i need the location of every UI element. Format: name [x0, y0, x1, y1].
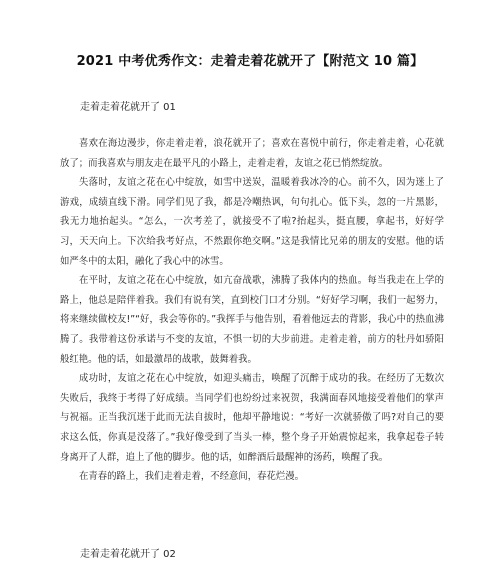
paragraph-5: 在青春的路上，我们走着走着，不经意间，春花烂漫。 [79, 471, 305, 483]
section-body-01 [60, 134, 444, 487]
paragraph-1: 喜欢在海边漫步，你走着走着，浪花就开了；喜欢在喜悦中前行，你走着走着，心花就放了；而我喜欢与朋友走在最平凡的小路上，走着走着，友谊之花已悄然绽放。 [60, 138, 444, 169]
document-title: 2021 中考优秀作文：走着走着花就开了【附范文 10 篇】 [76, 54, 424, 69]
paragraph-2: 失落时，友谊之花在心中绽放，如雪中送炭，温暖着我冰冷的心。前不久，因为迷上了游戏，成绩直线下滑。同学们见了我，都是冷嘲热讽，句句扎心。低下头，忽的一片黑影，我无力地抬起头。“怎么，一次考差了，就接受不了啦?抬起头，挺直腰，拿起书，好好学习，天天向上。下次给我考好点，不然跟你绝交啊。”这是我情比兄弟的朋友的安慰。他的话如严冬中的太阳，融化了我心中的冰雪。 [60, 177, 444, 267]
section-heading-01: 走着走着花就开了 01 [80, 102, 176, 113]
paragraph-4: 成功时，友谊之花在心中绽放，如迎头痛击，唤醒了沉醉于成功的我。在经历了无数次失败后，我终于考得了好成绩。当同学们也纷纷过来祝贺，我满面春风地接受着他们的掌声与祝福。正当我沉迷于此而无法自拔时，他却平静地说：“考好一次就骄傲了吗?对自己的要求这么低，你真是没落了。”我好像受到了当头一棒，整个身子开始震惊起来，我拿起卷子转身离开了人群，追上了他的脚步。他的话，如醉酒后最醒神的汤药，唤醒了我。 [60, 373, 444, 463]
section-heading-02: 走着走着花就开了 02 [80, 549, 176, 560]
paragraph-3: 在平时，友谊之花在心中绽放，如亢奋战歌，沸腾了我体内的热血。每当我走在上学的路上，他总是陪伴着我。我们有说有笑，直到校门口才分别。“好好学习啊，我们一起努力，将来继续做校友!”“好，我会等你的。”我挥手与他告别，看着他远去的背影，我心中的热血沸腾了。我带着这份承诺与不变的友谊，不惧一切的大步前进。走着走着，前方的牡丹如骄阳般红艳。他的话，如最激昂的战歌，鼓舞着我。 [60, 275, 444, 365]
